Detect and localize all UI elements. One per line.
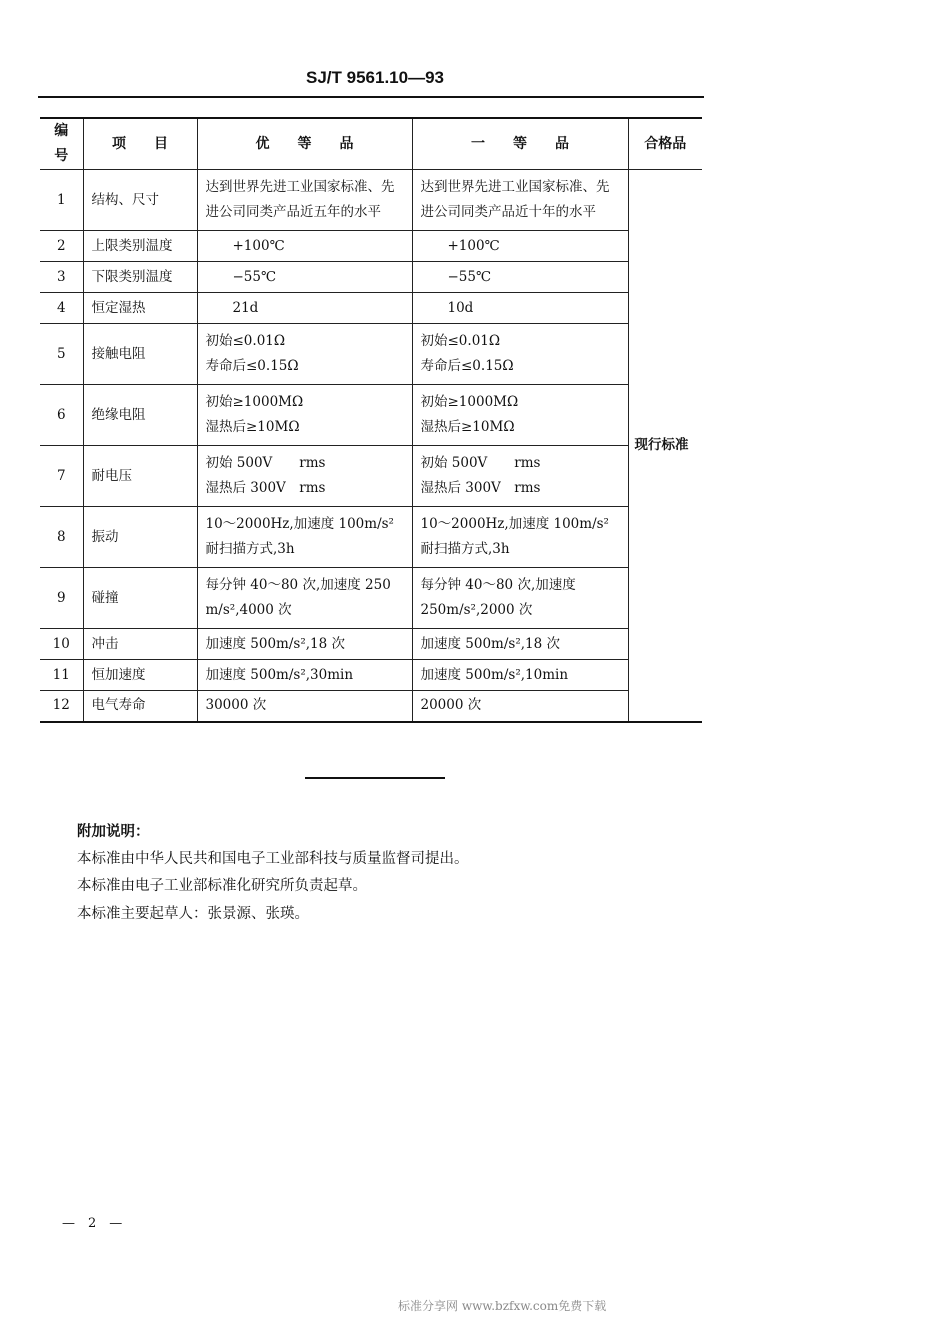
note-line: 本标准由电子工业部标准化研究所负责起草。	[77, 878, 367, 894]
spec-table	[40, 117, 702, 723]
row-superior	[197, 629, 412, 660]
superior-line: 10～2000Hz,加速度 100m/s²	[205, 516, 394, 532]
row-number: 5	[40, 324, 83, 385]
first-line: 寿命后≤0.15Ω	[420, 358, 514, 374]
table-row	[40, 293, 702, 324]
row-superior	[197, 568, 412, 629]
first-line: 湿热后≥10MΩ	[420, 419, 515, 435]
table-row	[40, 446, 702, 507]
table-row	[40, 324, 702, 385]
first-line: 湿热后 300V rms	[420, 480, 541, 496]
first-line: 10～2000Hz,加速度 100m/s²	[420, 516, 609, 532]
col-header-item: 项 目	[83, 118, 197, 170]
row-number: 11	[40, 660, 83, 691]
row-item: 耐电压	[83, 446, 197, 507]
row-first	[412, 660, 628, 691]
row-number: 8	[40, 507, 83, 568]
page-number: — 2 —	[62, 1216, 123, 1231]
superior-line: 加速度 500m/s²,30min	[205, 666, 354, 683]
note-line: 本标准由中华人民共和国电子工业部科技与质量监督司提出。	[77, 850, 469, 867]
superior-line: 湿热后≥10MΩ	[205, 419, 300, 435]
row-item: 冲击	[83, 629, 197, 660]
row-first	[412, 293, 628, 324]
row-item: 碰撞	[83, 568, 197, 629]
first-line: 加速度 500m/s²,18 次	[420, 635, 561, 652]
superior-line: 加速度 500m/s²,18 次	[205, 635, 346, 652]
end-separator	[305, 777, 445, 779]
note-line: 本标准主要起草人：张景源、张瑛。	[77, 905, 309, 922]
first-line: 初始≥1000MΩ	[420, 394, 519, 410]
row-superior	[197, 691, 412, 722]
first-line: 加速度 500m/s²,10min	[420, 666, 569, 683]
col-header-first: 一 等 品	[412, 118, 628, 170]
superior-line: 每分钟 40～80 次,加速度 250	[205, 577, 391, 593]
table-row	[40, 231, 702, 262]
first-line: 10d	[420, 299, 474, 316]
first-line: −55℃	[420, 268, 492, 285]
row-number: 3	[40, 262, 83, 293]
row-number: 9	[40, 568, 83, 629]
row-first	[412, 170, 628, 231]
row-number: 2	[40, 231, 83, 262]
notes-title: 附加说明：	[77, 823, 150, 840]
row-superior	[197, 262, 412, 293]
row-superior	[197, 231, 412, 262]
row-item: 恒定湿热	[83, 293, 197, 324]
row-number: 6	[40, 385, 83, 446]
superior-line: m/s²,4000 次	[205, 602, 292, 618]
row-first	[412, 629, 628, 660]
table-row	[40, 170, 702, 231]
table-row	[40, 691, 702, 722]
row-first	[412, 324, 628, 385]
row-item: 下限类别温度	[83, 262, 197, 293]
row-superior	[197, 446, 412, 507]
qualified-value: 现行标准	[628, 170, 702, 722]
row-first	[412, 568, 628, 629]
row-superior	[197, 507, 412, 568]
row-number: 4	[40, 293, 83, 324]
row-item: 恒加速度	[83, 660, 197, 691]
table-row	[40, 568, 702, 629]
row-superior	[197, 660, 412, 691]
table-row	[40, 660, 702, 691]
table-row	[40, 262, 702, 293]
first-line: +100℃	[420, 237, 500, 254]
row-item: 绝缘电阻	[83, 385, 197, 446]
header-rule	[38, 96, 704, 98]
first-line: 初始≤0.01Ω	[420, 333, 501, 349]
col-header-superior: 优 等 品	[197, 118, 412, 170]
superior-line: −55℃	[205, 268, 277, 285]
col-header-qualified: 合格品	[628, 118, 702, 170]
superior-line: 耐扫描方式,3h	[205, 541, 295, 557]
row-item: 上限类别温度	[83, 231, 197, 262]
row-number: 12	[40, 691, 83, 722]
superior-line: 初始≥1000MΩ	[205, 394, 304, 410]
table-row	[40, 507, 702, 568]
row-first	[412, 262, 628, 293]
first-line: 初始 500V rms	[420, 455, 541, 471]
row-first	[412, 231, 628, 262]
superior-line: 初始≤0.01Ω	[205, 333, 286, 349]
row-number: 7	[40, 446, 83, 507]
first-line: 每分钟 40～80 次,加速度	[420, 577, 576, 593]
row-superior	[197, 385, 412, 446]
row-superior	[197, 324, 412, 385]
row-item: 接触电阻	[83, 324, 197, 385]
superior-line: 初始 500V rms	[205, 455, 326, 471]
first-line: 达到世界先进工业国家标准、先进公司同类产品近十年的水平	[420, 179, 610, 220]
superior-line: 21d	[205, 299, 259, 316]
row-superior	[197, 170, 412, 231]
additional-notes	[77, 818, 469, 928]
superior-line: +100℃	[205, 237, 285, 254]
col-header-no: 编号	[40, 118, 83, 170]
row-item: 电气寿命	[83, 691, 197, 722]
row-number: 1	[40, 170, 83, 231]
row-number: 10	[40, 629, 83, 660]
row-first	[412, 691, 628, 722]
superior-line: 湿热后 300V rms	[205, 480, 326, 496]
watermark: 标准分享网 www.bzfxw.com免费下载	[398, 1299, 607, 1313]
row-item: 振动	[83, 507, 197, 568]
table-header-row	[40, 118, 702, 170]
superior-line: 寿命后≤0.15Ω	[205, 358, 299, 374]
first-line: 250m/s²,2000 次	[420, 602, 533, 618]
row-superior	[197, 293, 412, 324]
row-first	[412, 446, 628, 507]
superior-line: 达到世界先进工业国家标准、先进公司同类产品近五年的水平	[205, 179, 395, 220]
row-item: 结构、尺寸	[83, 170, 197, 231]
row-first	[412, 507, 628, 568]
first-line: 耐扫描方式,3h	[420, 541, 510, 557]
table-row	[40, 385, 702, 446]
first-line: 20000 次	[420, 697, 482, 714]
document-code: SJ/T 9561.10—93	[306, 68, 444, 87]
table-row	[40, 629, 702, 660]
superior-line: 30000 次	[205, 697, 267, 714]
row-first	[412, 385, 628, 446]
